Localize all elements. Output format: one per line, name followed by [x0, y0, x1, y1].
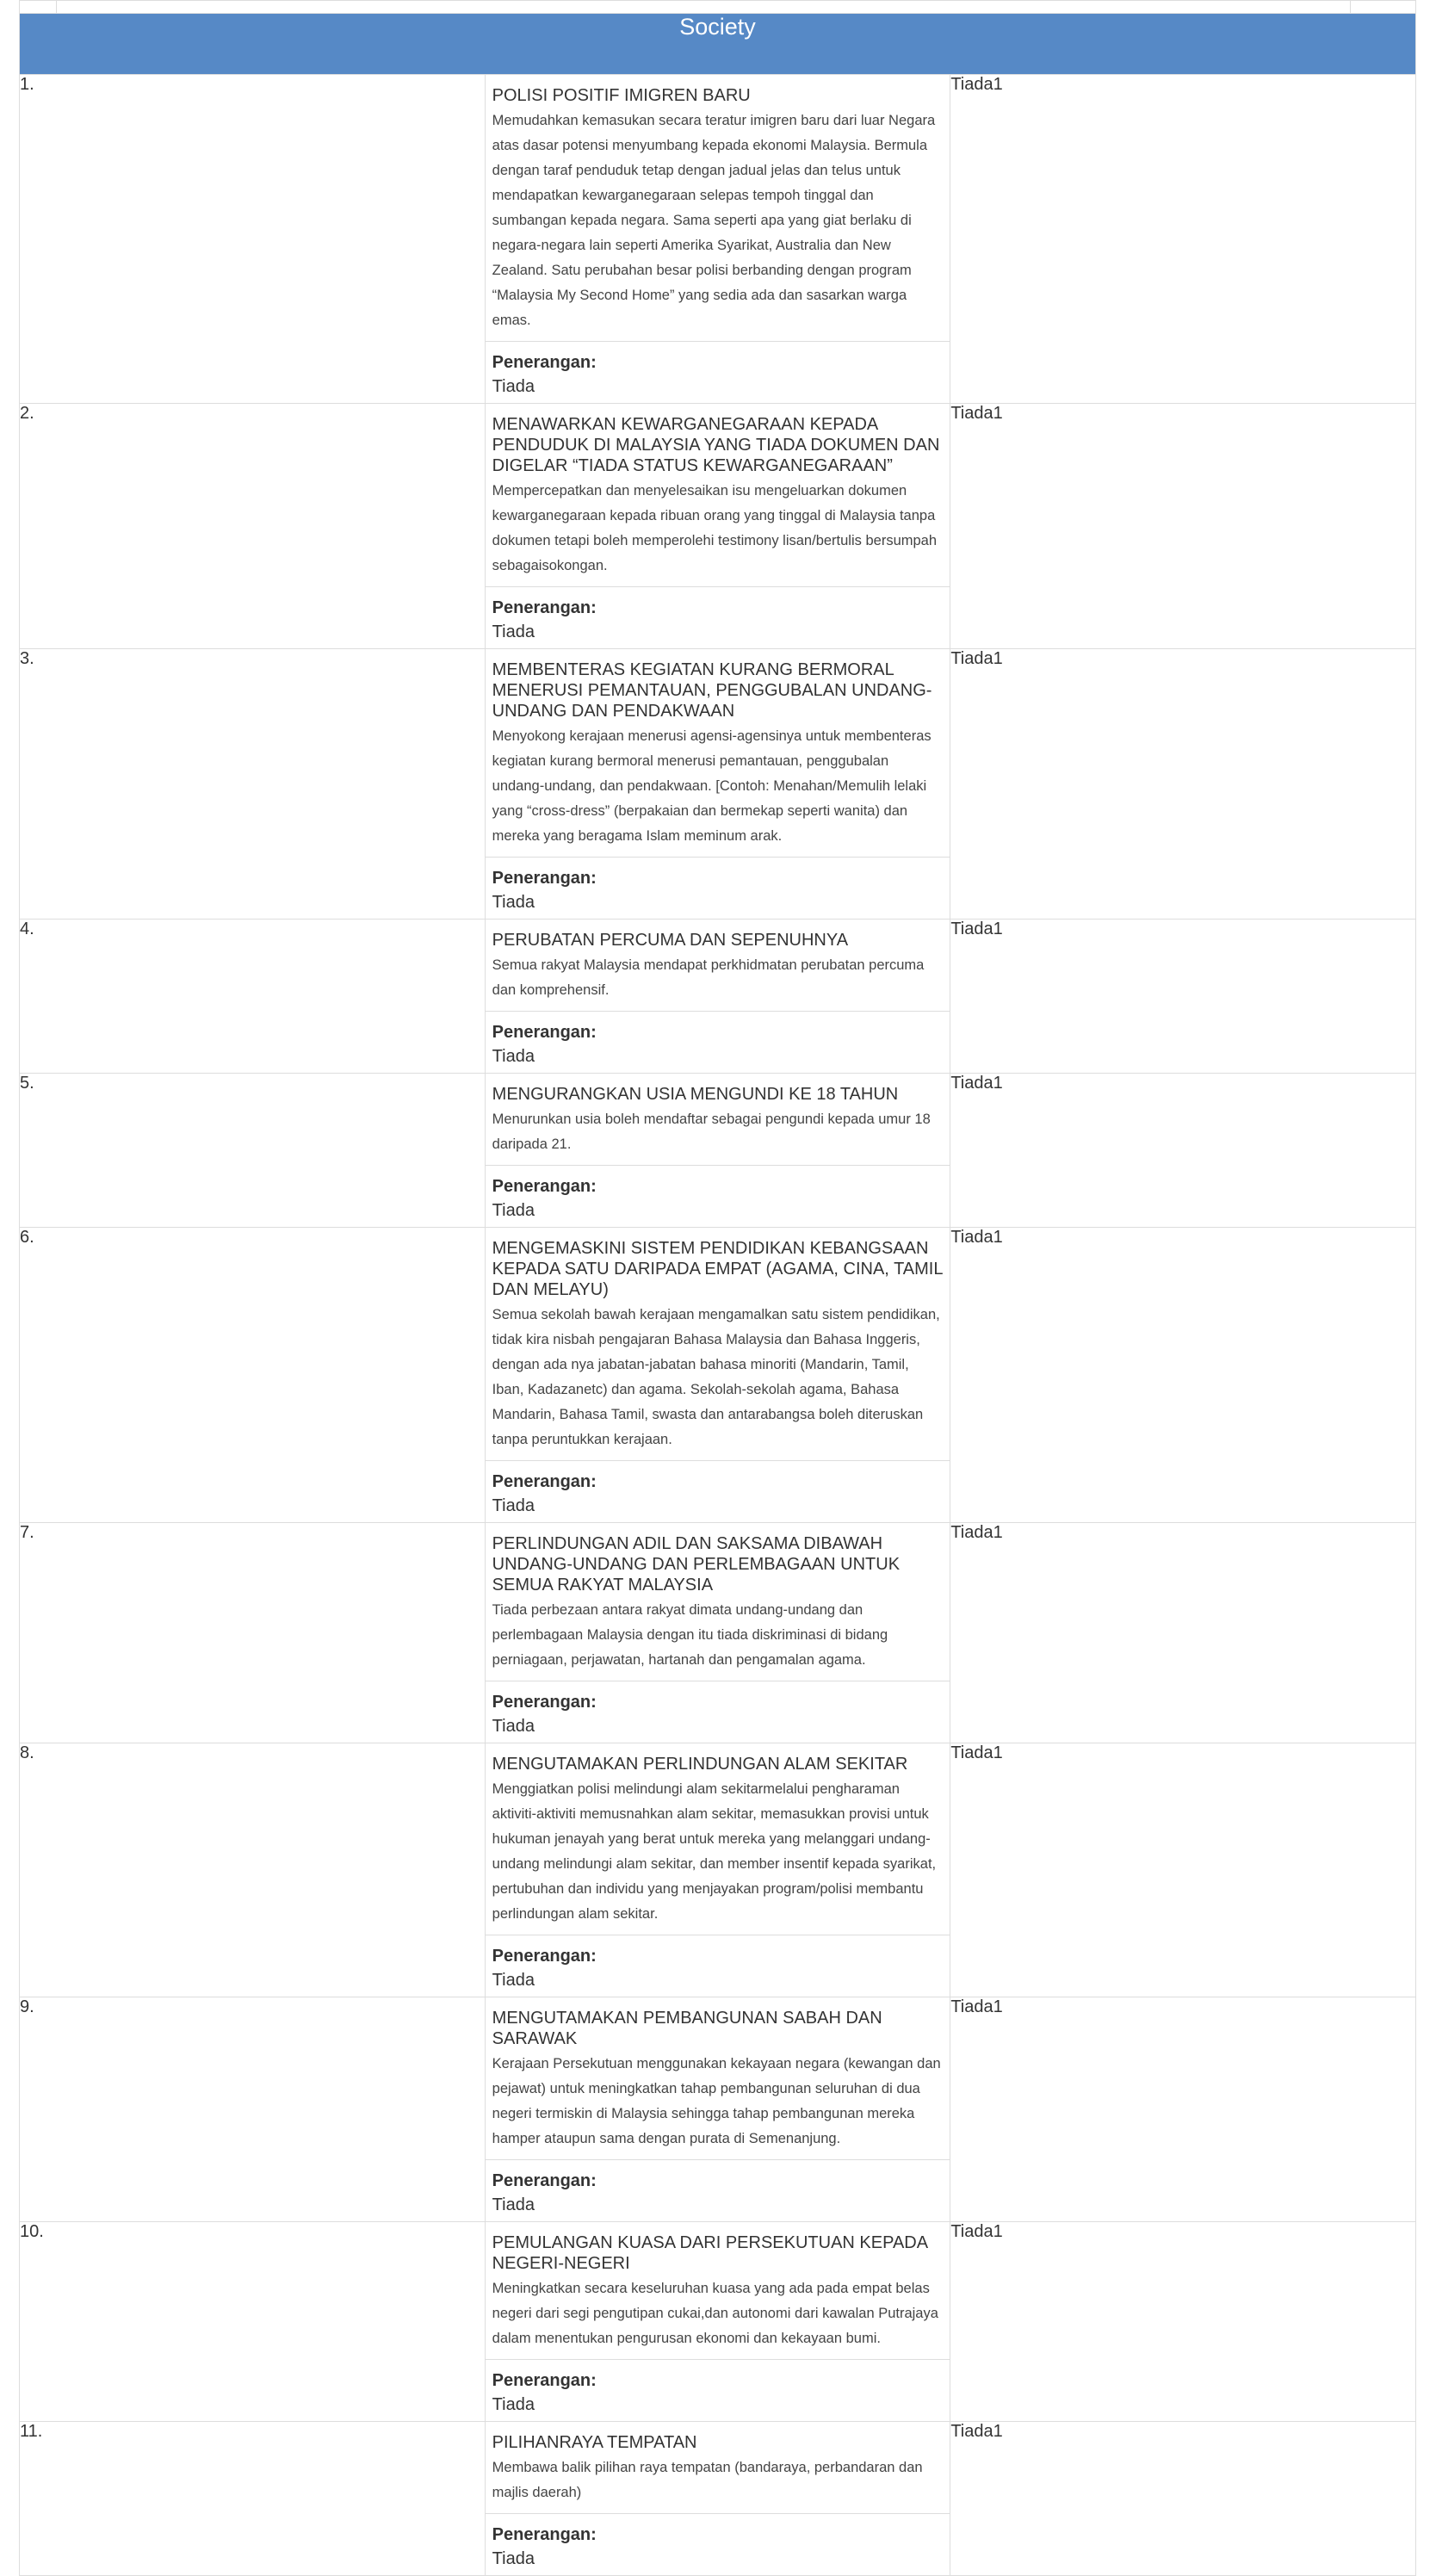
item-explanation [486, 1012, 950, 1073]
explanation-value: Tiada [492, 1201, 535, 1220]
item-number: 11. [20, 2422, 486, 2576]
item-explanation [486, 858, 950, 919]
explanation-value: Tiada [492, 893, 535, 912]
explanation-value: Tiada [492, 622, 535, 641]
item-title: MENGURANGKAN USIA MENGUNDI KE 18 TAHUN [492, 1085, 899, 1104]
item-summary [486, 2422, 950, 2514]
explanation-value: Tiada [492, 2549, 535, 2568]
item-status: Tiada1 [950, 1997, 1416, 2222]
item-status: Tiada1 [950, 2222, 1416, 2422]
item-title: POLISI POSITIF IMIGREN BARU [492, 86, 751, 105]
explanation-label: Penerangan: [492, 1023, 597, 1042]
item-description: Menyokong kerajaan menerusi agensi-agensinya untuk membenteras kegiatan kurang bermoral menerusi pemantauan, penggubalan undang-undang, dan pendakwaan. [Contoh: Menahan/Memulih lelaki yang “cross-dress” (berpakaian dan bermekap seperti wanita) dan mereka yang beragama Islam meminum arak. [492, 728, 932, 844]
item-content [485, 2422, 950, 2576]
item-content [485, 1074, 950, 1228]
table-row [20, 1997, 1416, 2222]
item-content [485, 1997, 950, 2222]
table-row [20, 2222, 1416, 2422]
item-description: Semua sekolah bawah kerajaan mengamalkan satu sistem pendidikan, tidak kira nisbah pengajaran Bahasa Malaysia dan Bahasa Inggeris, dengan ada nya jabatan-jabatan bahasa minoriti (Mandarin, Tamil, Iban, Kadazanetc) dan agama. Sekolah-sekolah agama, Bahasa Mandarin, Bahasa Tamil, swasta dan antarabangsa boleh diteruskan tanpa peruntukkan kerajaan. [492, 1307, 940, 1447]
explanation-value: Tiada [492, 1496, 535, 1515]
item-title: PEMULANGAN KUASA DARI PERSEKUTUAN KEPADA NEGERI-NEGERI [492, 2233, 927, 2273]
item-title: MENGUTAMAKAN PERLINDUNGAN ALAM SEKITAR [492, 1755, 908, 1774]
top-table-edge [19, 0, 1416, 13]
item-summary [486, 1228, 950, 1461]
item-summary [486, 1074, 950, 1166]
explanation-label: Penerangan: [492, 598, 597, 617]
item-content [485, 1523, 950, 1743]
item-status: Tiada1 [950, 75, 1416, 404]
item-summary [486, 2222, 950, 2360]
item-explanation [486, 342, 950, 403]
item-number: 8. [20, 1743, 486, 1997]
item-explanation [486, 2160, 950, 2221]
item-explanation [486, 1681, 950, 1743]
item-title: PILIHANRAYA TEMPATAN [492, 2433, 697, 2452]
table-row [20, 1074, 1416, 1228]
item-description: Semua rakyat Malaysia mendapat perkhidmatan perubatan percuma dan komprehensif. [492, 957, 925, 998]
item-explanation [486, 2514, 950, 2575]
item-title: PERLINDUNGAN ADIL DAN SAKSAMA DIBAWAH UNDANG-UNDANG DAN PERLEMBAGAAN UNTUK SEMUA RAKYAT MALAYSIA [492, 1534, 901, 1595]
item-status: Tiada1 [950, 1743, 1416, 1997]
item-number: 4. [20, 920, 486, 1074]
explanation-value: Tiada [492, 2195, 535, 2214]
item-status: Tiada1 [950, 1074, 1416, 1228]
item-summary [486, 920, 950, 1012]
item-status: Tiada1 [950, 920, 1416, 1074]
item-explanation [486, 1166, 950, 1227]
explanation-value: Tiada [492, 2395, 535, 2414]
table-row [20, 920, 1416, 1074]
item-status: Tiada1 [950, 2422, 1416, 2576]
table-row [20, 2422, 1416, 2576]
item-number: 6. [20, 1228, 486, 1523]
item-number: 7. [20, 1523, 486, 1743]
explanation-label: Penerangan: [492, 2171, 597, 2190]
item-description: Menurunkan usia boleh mendaftar sebagai pengundi kepada umur 18 daripada 21. [492, 1112, 931, 1152]
item-number: 10. [20, 2222, 486, 2422]
explanation-label: Penerangan: [492, 1472, 597, 1491]
table-row [20, 75, 1416, 404]
item-status: Tiada1 [950, 649, 1416, 920]
item-title: MENGUTAMAKAN PEMBANGUNAN SABAH DAN SARAWAK [492, 2009, 882, 2048]
item-content [485, 2222, 950, 2422]
item-number: 3. [20, 649, 486, 920]
item-content [485, 75, 950, 404]
item-description: Tiada perbezaan antara rakyat dimata undang-undang dan perlembagaan Malaysia dengan itu tiada diskriminasi di bidang perniagaan, perjawatan, hartanah dan pengamalan agama. [492, 1602, 888, 1668]
item-status: Tiada1 [950, 1523, 1416, 1743]
item-content [485, 649, 950, 920]
table-body [20, 75, 1416, 2576]
explanation-label: Penerangan: [492, 2371, 597, 2390]
explanation-label: Penerangan: [492, 1693, 597, 1712]
item-content [485, 404, 950, 649]
item-explanation [486, 587, 950, 648]
explanation-value: Tiada [492, 1717, 535, 1736]
item-summary [486, 649, 950, 858]
table-row [20, 404, 1416, 649]
item-explanation [486, 1461, 950, 1522]
item-content [485, 1743, 950, 1997]
table-row [20, 649, 1416, 920]
item-summary [486, 404, 950, 587]
table-row [20, 1523, 1416, 1743]
item-content [485, 1228, 950, 1523]
item-title: PERUBATAN PERCUMA DAN SEPENUHNYA [492, 931, 849, 950]
item-description: Meningkatkan secara keseluruhan kuasa yang ada pada empat belas negeri dari segi pengutipan cukai,dan autonomi dari kawalan Putrajaya dalam menentukan pengurusan ekonomi dan kekayaan bumi. [492, 2281, 938, 2346]
item-number: 9. [20, 1997, 486, 2222]
item-status: Tiada1 [950, 1228, 1416, 1523]
table-row [20, 1228, 1416, 1523]
item-number: 1. [20, 75, 486, 404]
item-summary [486, 1997, 950, 2160]
item-status: Tiada1 [950, 404, 1416, 649]
item-title: MENAWARKAN KEWARGANEGARAAN KEPADA PENDUDUK DI MALAYSIA YANG TIADA DOKUMEN DAN DIGELAR “TIADA STATUS KEWARGANEGARAAN” [492, 415, 940, 475]
item-title: MEMBENTERAS KEGIATAN KURANG BERMORAL MENERUSI PEMANTAUAN, PENGGUBALAN UNDANG-UNDANG DAN PENDAKWAAN [492, 660, 932, 721]
item-description: Menggiatkan polisi melindungi alam sekitarmelalui pengharaman aktiviti-aktiviti memusnahkan alam sekitar, memasukkan provisi untuk hukuman jenayah yang berat untuk mereka yang melanggari undang-undang melindungi alam sekitar, dan member insentif kepada syarikat, pertubuhan dan individu yang menjayakan program/polisi membantu perlindungan alam sekitar. [492, 1781, 937, 1922]
explanation-label: Penerangan: [492, 353, 597, 372]
explanation-label: Penerangan: [492, 2525, 597, 2544]
item-description: Kerajaan Persekutuan menggunakan kekayaan negara (kewangan dan pejawat) untuk meningkatkan tahap pembangunan seluruhan di dua negeri termiskin di Malaysia sehingga tahap pembangunan mereka hamper ataupun sama dengan purata di Semenanjung. [492, 2056, 941, 2146]
item-description: Mempercepatkan dan menyelesaikan isu mengeluarkan dokumen kewarganegaraan kepada ribuan orang yang tinggal di Malaysia tanpa dokumen tetapi boleh memperolehi testimony lisan/bertulis bersumpah sebagaisokongan. [492, 483, 938, 573]
society-table [19, 13, 1416, 2576]
item-summary [486, 1743, 950, 1935]
item-explanation [486, 1935, 950, 1997]
item-number: 2. [20, 404, 486, 649]
table-row [20, 1743, 1416, 1997]
item-description: Memudahkan kemasukan secara teratur imigren baru dari luar Negara atas dasar potensi menyumbang kepada ekonomi Malaysia. Bermula dengan taraf penduduk tetap dengan jadual jelas dan telus untuk mendapatkan kewarganegaraan selepas tempoh tinggal dan sumbangan kepada negara. Sama seperti apa yang giat berlaku di negara-negara lain seperti Amerika Syarikat, Australia dan New Zealand. Satu perubahan besar polisi berbanding dengan program “Malaysia My Second Home” yang sedia ada dan sasarkan warga emas. [492, 113, 936, 328]
explanation-value: Tiada [492, 1971, 535, 1990]
item-title: MENGEMASKINI SISTEM PENDIDIKAN KEBANGSAAN KEPADA SATU DARIPADA EMPAT (AGAMA, CINA, TAMIL DAN MELAYU) [492, 1239, 943, 1299]
item-description: Membawa balik pilihan raya tempatan (bandaraya, perbandaran dan majlis daerah) [492, 2460, 923, 2500]
explanation-label: Penerangan: [492, 1177, 597, 1196]
explanation-label: Penerangan: [492, 1947, 597, 1966]
explanation-label: Penerangan: [492, 869, 597, 888]
explanation-value: Tiada [492, 377, 535, 396]
item-content [485, 920, 950, 1074]
item-explanation [486, 2360, 950, 2421]
item-summary [486, 75, 950, 342]
item-number: 5. [20, 1074, 486, 1228]
explanation-value: Tiada [492, 1047, 535, 1066]
section-header: Society [20, 14, 1416, 75]
item-summary [486, 1523, 950, 1681]
